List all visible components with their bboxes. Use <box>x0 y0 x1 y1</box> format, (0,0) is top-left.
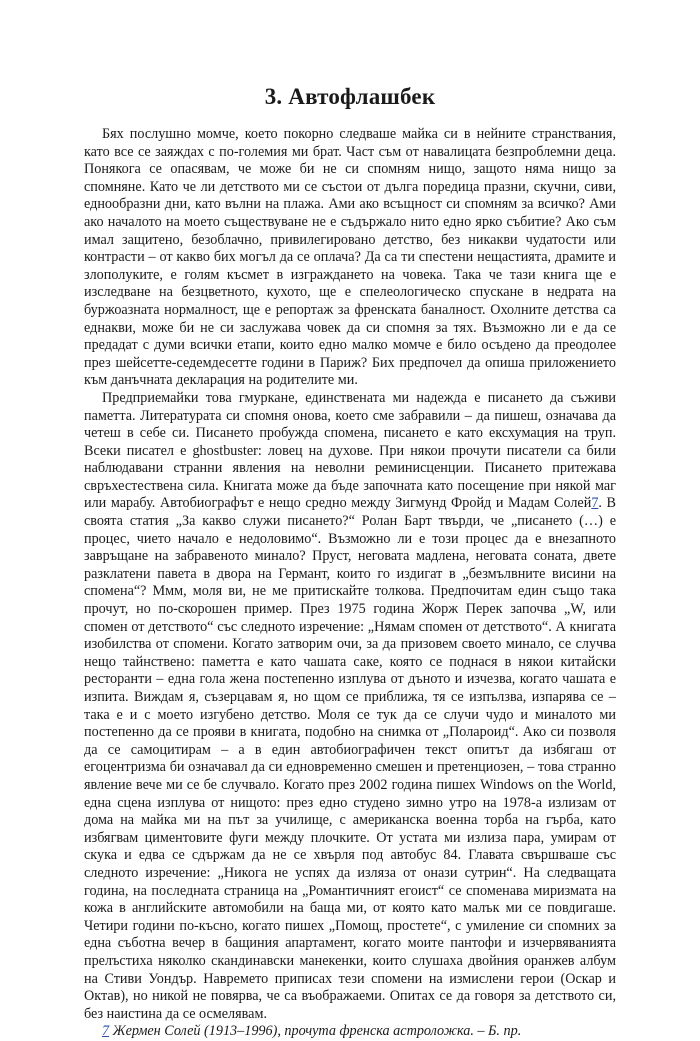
footnote-text: Жермен Солей (1913–1996), прочута френска астроложка. – Б. пр. <box>109 1023 522 1040</box>
footnote <box>84 1023 616 1041</box>
footnote-number-link[interactable]: 7 <box>102 1023 110 1040</box>
paragraph-1 <box>84 126 616 390</box>
page-content <box>84 82 616 1041</box>
paragraph-2-text-before: Предприемайки това гмуркане, единствената ми надежда е писането да съживи паметта. Литературата си спомня онова, което сме забравили – да пишеш, означава да четеш в себе си. Писането пробужда спомена, писането е като ексхумация на труп. Всеки писател е ghostbuster: ловец на духове. При някои прочути писатели са били наблюдавани странни явления на неволни реминисценции. Писането притежава свръхестествена сила. Книгата може да бъде започната като посещение при някой маг или марабу. Автобиографът е нещо средно между Зигмунд Фройд и Мадам Солей <box>84 389 616 512</box>
footnote-ref-link[interactable]: 7 <box>591 495 599 512</box>
paragraph-1-text: Бях послушно момче, което покорно следваше майка си в нейните странствания, като все се заяждах с по-големия ми брат. Част съм от навалицата безпроблемни деца. Понякога се опасявам, че може би не си спомням нищо, защото няма нищо за спомняне. Като че ли детството ми се състои от дълга поредица празни, скучни, сиви, еднообразни дни, като вълни на плажа. Ами ако всъщност си спомням за всичко? Ами ако началото на моето съществуване не е съдържало нито едно ярко събитие? Ако съм имал защитено, безоблачно, привилегировано детство, без никакви чудатости или контрасти – от какво бих могъл да се оплача? Да са ти спестени нещастията, драмите и злополуките, е голям късмет в изграждането на човека. Така че тази книга ще е изследване на безцветното, кухото, ще е спелеологическо спускане в недрата на буржоазната нормалност, ще е репортаж за френската баналност. Охолните детства са еднакви, може би не си заслужава човек да си спомня за тях. Възможно ли е да се предадат с думи всички етапи, които едно малко момче е било осъдено да преодолее през шейсетте-седемдесетте години в Париж? Бих предпочел да опиша приложението към данъчната декларация на родителите ми. <box>84 126 616 389</box>
paragraph-2-text-after: . В своята статия „За какво служи писането?“ Ролан Барт твърди, че „писането (…) е процес, чието начало е недоловимо“. Възможно ли е този процес да е внезапното завръщане на забравеното минало? Пруст, неговата мадлена, неговата соната, двете разклатени павета в двора на Германт, които го издигат в „безмълвните висини на спомена“? Ммм, моля ви, не ме притискайте толкова. Предпочитам един също така прочут, но по-скорошен пример. През 1975 година Жорж Перек започва „W, или спомен от детството“ със следното изречение: „Нямам спомен от детството“. А книгата изобилства от спомени. Когато затворим очи, за да призовем своето минало, се случва нещо тайнствено: паметта е като чашата саке, която се поднася в някои китайски ресторанти – една гола жена постепенно изплува от дъното и изчезва, когато чашата е изпита. Виждам я, съзерцавам я, но щом се приближа, тя се изпълзва, изпарява се – така е и с моето изгубено детство. Моля се тук да се случи чудо и миналото ми постепенно да се прояви в книгата, подобно на снимка от „Полароид“. Ако си позволя да се самоцитирам – а в един автобиографичен текст опитът да избягаш от егоцентризма би означавал да си едновременно смешен и претенциозен, – това странно явление вече ми се бе случвало. Когато през 2002 година пишех Windows on the World, една сцена изплува от нищото: през едно студено зимно утро на 1978-а излизам от дома на майка ми на път за училище, с американска военна торба на гърба, като избягвам циментовите фуги между плочките. От устата ми излиза пара, умирам от скука и едва се сдържам да не се хвърля под автобус 84. Главата свършваше със следното изречение: „Никога не успях да изляза от онази сутрин“. На следващата година, на последната страница на „Романтичният егоист“ се споменава миризмата на кожа в английските автомобили на баща ми, от която като малък ми се повдигаше. Четири години по-късно, когато пишех „Помощ, простете“, с умиление си спомних за една съботна вечер в бащиния апартамент, когато моите пантофи и изчервяванията прелъстиха няколко скандинавски манекенки, които слушаха двойния оранжев албум на Стиви Уондър. Навремето приписах тези спомени на измислени герои (Оскар и Октав), но никой не повярва, че са въображаеми. Опитах се да говоря за детството си, без наистина да се осмелявам. <box>84 495 616 1022</box>
chapter-title: 3. Автофлашбек <box>264 84 436 109</box>
paragraph-2 <box>84 390 616 1023</box>
